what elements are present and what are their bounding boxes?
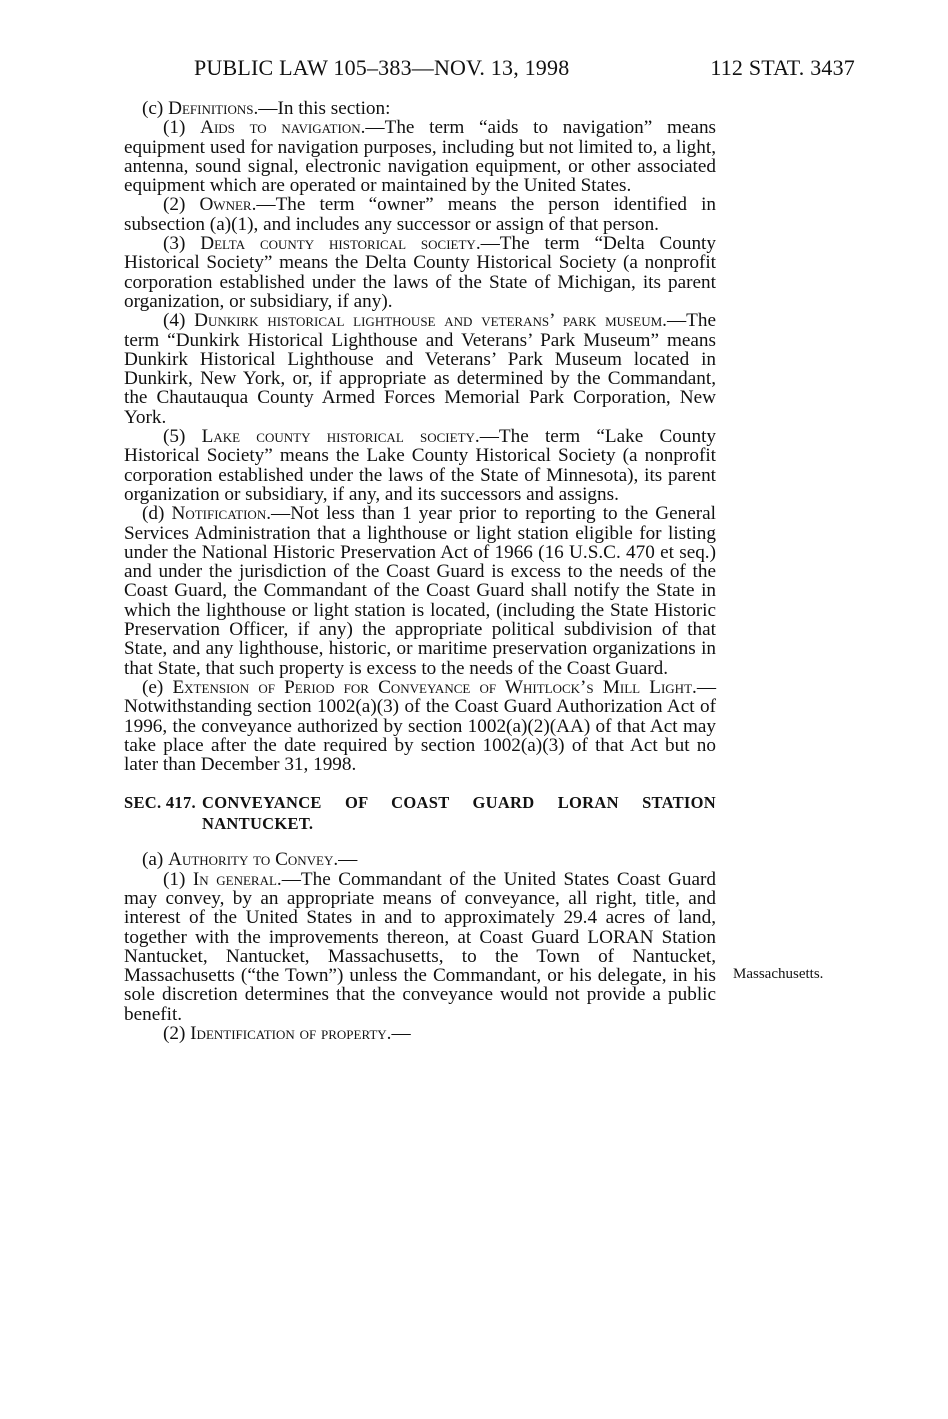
paragraph-c1-heading: Aids to navigation (200, 117, 361, 139)
subsection-a-heading: Authority to Convey (168, 849, 334, 871)
subsection-d: (d) Notification.—Not less than 1 year prior to reporting to the General Services Administration that a lighthouse or light station eligible for listing under the National Historic Preservation Act of 1966 (16 U.S.C. 470 et seq.) and under the jurisdiction of the Coast Guard is excess to the needs of the Coast Guard, the Commandant of the Coast Guard shall notify the State in which the lighthouse or light station is located, (including the State Historic Preservation Officer, if any) the appropriate political subdivision of that State, and any lighthouse, historic, or maritime preservation organizations in that State, that such property is excess to the needs of the Coast Guard. (124, 503, 716, 679)
section-title: CONVEYANCE OF COAST GUARD LORAN STATION NANTUCKET. (202, 793, 716, 834)
document-body (124, 99, 716, 1043)
running-title: PUBLIC LAW 105–383—NOV. 13, 1998 (194, 55, 570, 80)
subsection-a: (a) Authority to Convey.— (142, 849, 358, 871)
paragraph-c4: (4) Dunkirk historical lighthouse and veterans’ park museum.—The term “Dunkirk Historical Lighthouse and Veterans’ Park Museum” means Dunkirk Historical Lighthouse and Veterans’ Park Museum located in Dunkirk, New York, or, if appropriate as determined by the Commandant, the Chautauqua County Armed Forces Memorial Park Corporation, New York. (124, 310, 716, 428)
margin-note-state: Massachusetts. (733, 966, 824, 982)
section-number: SEC. 417. (124, 793, 196, 813)
subsection-d-heading: Notification (171, 503, 267, 525)
paragraph-c1: (1) Aids to navigation.—The term “aids to navigation” means equipment used for navigation purposes, including but not limited to, a light, antenna, sound signal, electronic navigation equipment, or other associated equipment which are operated or maintained by the United States. (124, 117, 716, 197)
paragraph-c2-heading: Owner (199, 194, 252, 216)
paragraph-c5: (5) Lake county historical society.—The term “Lake County Historical Society” means the Lake County Historical Society (a nonprofit corporation established under the laws of the State of Minnesota), its parent organization or subsidiary, if any, and its successors and assigns. (124, 426, 716, 505)
paragraph-a2: (2) Identification of property.— (163, 1023, 411, 1045)
paragraph-c5-heading: Lake county historical society (201, 426, 475, 448)
paragraph-a2-heading: Identification of property (190, 1023, 387, 1045)
page-header (124, 55, 855, 85)
paragraph-c2: (2) Owner.—The term “owner” means the person identified in subsection (a)(1), and includes any successor or assign of that person. (124, 194, 716, 235)
paragraph-c4-heading: Dunkirk historical lighthouse and veterans’ park museum (194, 310, 663, 332)
paragraph-a1-heading: In general (192, 868, 277, 890)
subsection-c-heading: Definitions (168, 98, 254, 119)
paragraph-c3: (3) Delta county historical society.—The term “Delta County Historical Society” means the Delta County Historical Society (a nonprofit corporation established under the laws of the State of Michigan, its parent organization, or subsidiary, if any). (124, 233, 716, 312)
subsection-e-heading: Extension of Period for Conveyance of Whitlock’s Mill Light (172, 676, 693, 698)
subsection-e: (e) Extension of Period for Conveyance of Whitlock’s Mill Light.—Notwithstanding section 1002(a)(3) of the Coast Guard Authorization Act of 1996, the conveyance authorized by section 1002(a)(2)(AA) of that Act may take place after the date required by section 1002(a)(3) of that Act but no later than December 31, 1998. (124, 676, 716, 776)
section-417-heading (124, 792, 716, 834)
paragraph-c3-heading: Delta county historical society (200, 233, 476, 255)
statute-page-number: 112 STAT. 3437 (710, 55, 855, 80)
paragraph-a1: (1) In general.—The Commandant of the United States Coast Guard may convey, by an appropriate means of conveyance, all right, title, and interest of the United States in and to approximately 29.4 acres of land, together with the improvements thereon, at Coast Guard LORAN Station Nantucket, Nantucket, Massachusetts, to the Town of Nantucket, Massachusetts (“the Town”) unless the Commandant, or his delegate, in his sole discretion determines that the conveyance would not provide a public benefit. (124, 868, 717, 1025)
subsection-c: (c) Definitions.—In this section: (142, 98, 391, 119)
